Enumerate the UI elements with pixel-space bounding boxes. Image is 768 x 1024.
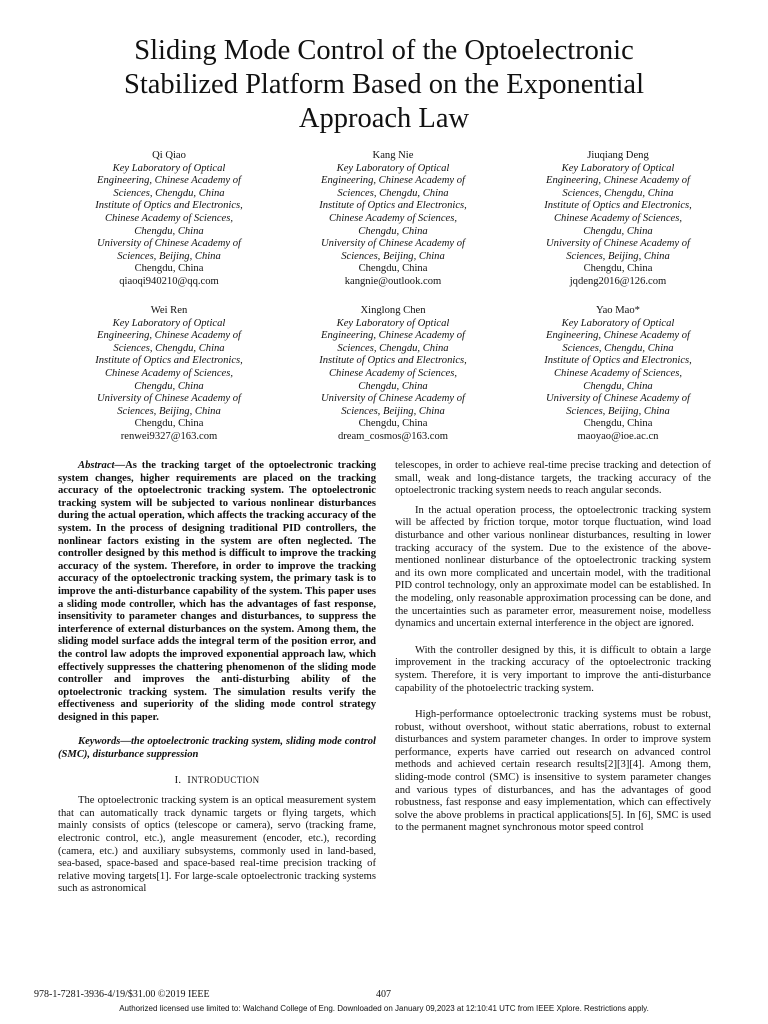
author-affiliation: Chinese Academy of Sciences, xyxy=(553,212,683,224)
author-block xyxy=(508,305,728,444)
right-column xyxy=(395,460,711,835)
author-email[interactable]: jqdeng2016@126.com xyxy=(569,275,667,287)
section-title: NTRODUCTION xyxy=(191,774,260,785)
author-affiliation: Key Laboratory of Optical xyxy=(336,162,450,174)
author-name: Kang Nie xyxy=(372,150,414,161)
author-affiliation: Engineering, Chinese Academy of xyxy=(321,175,465,187)
author-affiliation: Engineering, Chinese Academy of xyxy=(97,175,241,187)
author-affiliation: Sciences, Beijing, China xyxy=(117,250,221,262)
author-email[interactable]: qiaoqi940210@qq.com xyxy=(119,275,219,287)
author-affiliation: Sciences, Beijing, China xyxy=(566,250,670,262)
author-affiliation: Institute of Optics and Electronics, xyxy=(319,355,467,367)
author-affiliation: Key Laboratory of Optical xyxy=(561,162,675,174)
section-heading xyxy=(58,774,376,788)
author-affiliation: University of Chinese Academy of xyxy=(321,393,465,405)
author-email[interactable]: maoyao@ioe.ac.cn xyxy=(577,430,659,442)
paragraph: With the controller designed by this, it is difficult to obtain a large improvement in the tracking accuracy of the optoelectronic tracking system. Therefore, it is very important to improve the anti-disturbance capability of the photoelectric tracking system. xyxy=(395,644,711,694)
author-affiliation: Chinese Academy of Sciences, xyxy=(553,367,683,379)
author-city: Chengdu, China xyxy=(358,418,428,430)
author-affiliation: Sciences, Chengdu, China xyxy=(337,187,449,199)
author-block xyxy=(59,150,279,289)
author-email[interactable]: kangnie@outlook.com xyxy=(344,275,442,287)
author-block xyxy=(59,305,279,444)
author-affiliation: Engineering, Chinese Academy of xyxy=(321,330,465,342)
author-affiliation: Key Laboratory of Optical xyxy=(336,317,450,329)
author-affiliation: Chengdu, China xyxy=(134,225,204,237)
author-affiliation: Key Laboratory of Optical xyxy=(561,317,675,329)
author-affiliation: Key Laboratory of Optical xyxy=(112,317,226,329)
author-affiliation: Sciences, Chengdu, China xyxy=(113,187,225,199)
author-affiliation: Sciences, Beijing, China xyxy=(341,405,445,417)
author-city: Chengdu, China xyxy=(358,263,428,275)
copyright-line: 978-1-7281-3936-4/19/$31.00 ©2019 IEEE xyxy=(34,989,210,1000)
author-affiliation: Chengdu, China xyxy=(583,380,653,392)
author-affiliation: Chinese Academy of Sciences, xyxy=(104,212,234,224)
abstract-label: Abstract xyxy=(78,460,115,471)
author-affiliation: Institute of Optics and Electronics, xyxy=(95,355,243,367)
title-line: Sliding Mode Control of the Optoelectronic xyxy=(134,35,634,66)
author-affiliation: Chengdu, China xyxy=(358,380,428,392)
author-affiliation: Sciences, Beijing, China xyxy=(117,405,221,417)
author-affiliation: University of Chinese Academy of xyxy=(97,393,241,405)
author-affiliation: Institute of Optics and Electronics, xyxy=(319,200,467,212)
author-name: Qi Qiao xyxy=(152,150,186,161)
page-number: 407 xyxy=(376,989,391,1000)
author-affiliation: University of Chinese Academy of xyxy=(97,238,241,250)
title-line: Stabilized Platform Based on the Exponential xyxy=(123,69,644,100)
author-block xyxy=(283,305,503,444)
author-city: Chengdu, China xyxy=(134,418,204,430)
intro-paragraph: The optoelectronic tracking system is an optical measurement system that can automatically track dynamic targets or flying targets, which mainly consists of optics (telescope or camera), servo (tracking frame, electronic control, etc.), angle measurement (encoder, etc.), recording (camera, etc.) and auxiliary subsystems, commonly used in land-based, sea-based, space-based and space-based real-time precision tracking of relative moving targets[1]. For large-scale optoelectronic tracking systems such as astronomical xyxy=(58,795,376,895)
author-affiliation: Sciences, Chengdu, China xyxy=(113,342,225,354)
author-affiliation: Engineering, Chinese Academy of xyxy=(546,175,690,187)
section-initial: I xyxy=(187,774,192,786)
author-block xyxy=(283,150,503,289)
author-city: Chengdu, China xyxy=(134,263,204,275)
paper-title xyxy=(60,34,708,136)
author-name: Jiuqiang Deng xyxy=(587,150,649,161)
author-name: Wei Ren xyxy=(150,305,188,316)
abstract xyxy=(58,460,376,724)
license-notice: Authorized licensed use limited to: Walchand College of Eng. Downloaded on January 09,2023 at 12:10:41 UTC from IEEE Xplore. Restrictions apply. xyxy=(119,1004,649,1013)
left-column xyxy=(58,460,376,896)
author-affiliation: Chengdu, China xyxy=(134,380,204,392)
author-affiliation: University of Chinese Academy of xyxy=(321,238,465,250)
author-affiliation: Chengdu, China xyxy=(583,225,653,237)
paragraph: telescopes, in order to achieve real-time precise tracking and detection of small, weak and long-distance targets, the tracking accuracy of the optoelectronic tracking system needs to reach angular seconds. xyxy=(395,460,711,497)
author-affiliation: Chinese Academy of Sciences, xyxy=(104,367,234,379)
author-affiliation: Institute of Optics and Electronics, xyxy=(544,200,692,212)
author-affiliation: University of Chinese Academy of xyxy=(546,393,690,405)
author-city: Chengdu, China xyxy=(583,263,653,275)
author-name: Xinglong Chen xyxy=(360,305,426,316)
author-affiliation: Engineering, Chinese Academy of xyxy=(97,330,241,342)
author-block xyxy=(508,150,728,289)
author-affiliation: Sciences, Beijing, China xyxy=(566,405,670,417)
author-affiliation: Sciences, Beijing, China xyxy=(341,250,445,262)
paragraph: In the actual operation process, the optoelectronic tracking system will be affected by friction torque, motor torque fluctuation, wind load disturbance and other various nonlinear disturbances, resulting in lower tracking accuracy of the system. Due to the existence of the above-mentioned nonlinear disturbance of the optoelectronic tracking system and its own more complicated and uncertain model, with the traditional PID control technology, only an approximate model can be established. In the modeling, only reasonable approximation processing can be done, and the uncertainties such as parameter error, measurement noise, modelless dynamics and uncertain external interference in the object are ignored. xyxy=(395,504,711,630)
author-affiliation: Key Laboratory of Optical xyxy=(112,162,226,174)
author-affiliation: Sciences, Chengdu, China xyxy=(337,342,449,354)
author-affiliation: Chengdu, China xyxy=(358,225,428,237)
author-email[interactable]: renwei9327@163.com xyxy=(120,430,218,442)
section-number: I. xyxy=(174,774,182,786)
author-city: Chengdu, China xyxy=(583,418,653,430)
author-email[interactable]: dream_cosmos@163.com xyxy=(337,430,449,442)
author-affiliation: Engineering, Chinese Academy of xyxy=(546,330,690,342)
paragraph: High-performance optoelectronic tracking systems must be robust, robust, without overshoot, without static aberrations, robust to external disturbances and system parameter changes. In order to improve system performance, experts have carried out research on advanced control methods and achieved certain research results[2][3][4]. Among them, sliding-mode control (SMC) is insensitive to system parameter changes and various types of disturbances, and has the advantages of good robustness, fast response and easy implementation, which can effectively solve the above problems in practical applications[5]. In [6], SMC is used to the permanent magnet synchronous motor speed control xyxy=(395,709,711,834)
author-affiliation: University of Chinese Academy of xyxy=(546,238,690,250)
author-affiliation: Sciences, Chengdu, China xyxy=(562,187,674,199)
author-affiliation: Chinese Academy of Sciences, xyxy=(328,212,458,224)
title-line: Approach Law xyxy=(298,103,470,134)
author-affiliation: Sciences, Chengdu, China xyxy=(562,342,674,354)
author-affiliation: Chinese Academy of Sciences, xyxy=(328,367,458,379)
keywords: Keywords—the optoelectronic tracking system, sliding mode control (SMC), disturbance suppression xyxy=(58,736,376,761)
abstract-text: —As the tracking target of the optoelectronic tracking system changes, higher requirements are placed on the tracking accuracy of the optoelectronic tracking system. The optoelectronic tracking system will be subjected to various nonlinear disturbances during the actual operation, which affects the tracking accuracy of the system. In the process of designing traditional PID controllers, the nonlinear factors existing in the system are often neglected. The controller designed by this method is difficult to improve the tracking accuracy of the system. Therefore, in order to improve the tracking accuracy of the optoelectronic tracking system, the primary task is to improve the anti-disturbance capability of the system. This paper uses a sliding mode controller, which has the advantages of fast response, insensitivity to parameter changes and disturbances, to suppress the interference of external disturbances on the system. Among them, the sliding model surface adds the integral term of the position error, and the control law adopts the improved exponential approach law, which effectively suppresses the chattering phenomenon of the sliding mode controller and improves the anti-disturbing ability of the optoelectronic tracking system. The simulation results verify the effectiveness and superiority of the sliding mode control strategy designed in this paper. xyxy=(58,460,376,723)
author-affiliation: Institute of Optics and Electronics, xyxy=(95,200,243,212)
author-affiliation: Institute of Optics and Electronics, xyxy=(544,355,692,367)
author-name: Yao Mao* xyxy=(596,305,640,316)
